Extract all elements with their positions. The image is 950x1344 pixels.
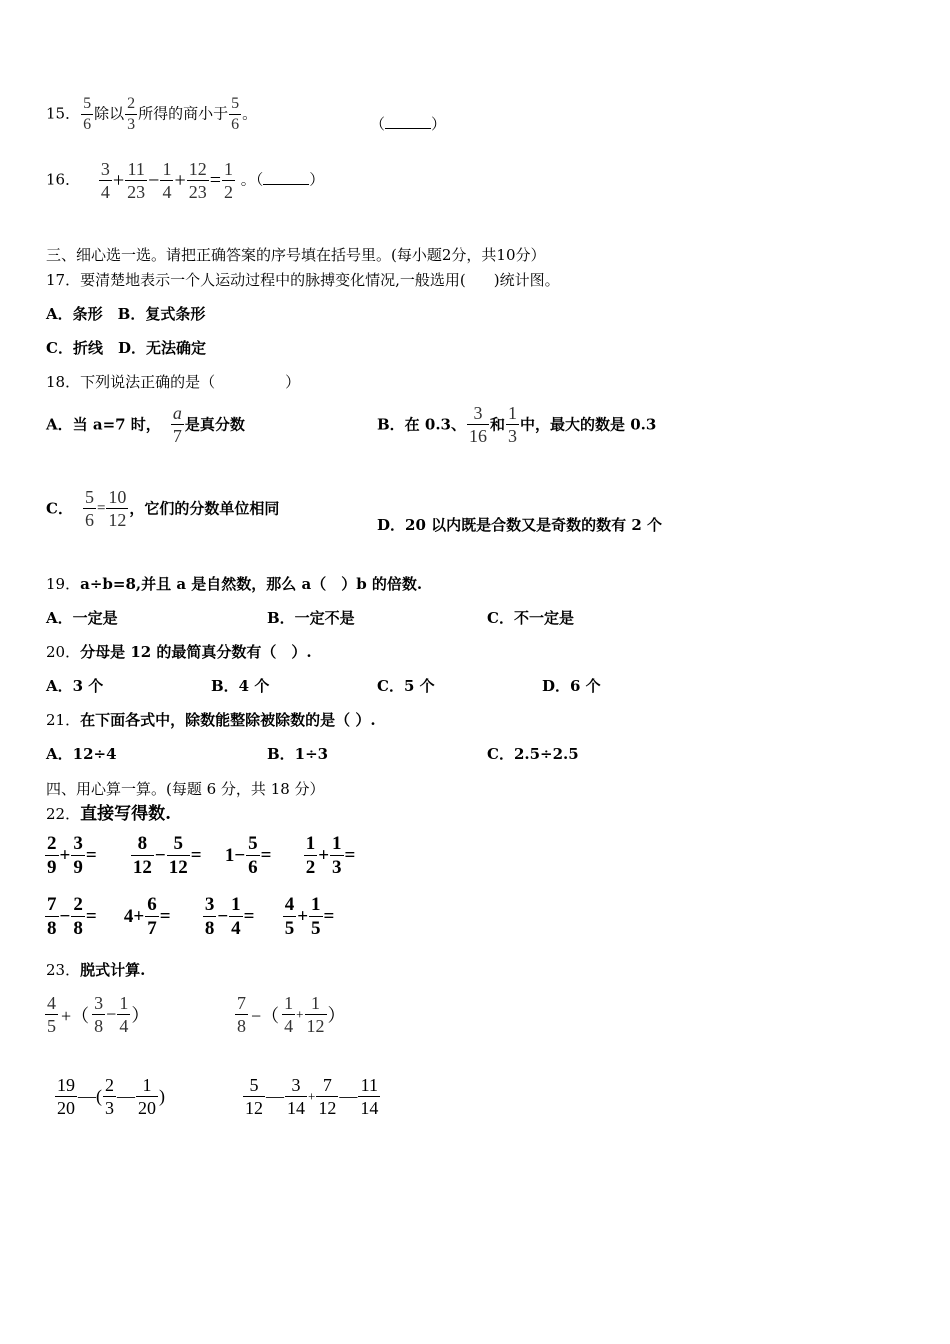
question-22: 22．直接写得数. — [46, 804, 172, 824]
fraction: $\frac{7}{8}$ — [237, 993, 246, 1036]
fraction: $\frac{5}{12}$ — [245, 1075, 263, 1118]
fraction: $\frac{5}{6}$ — [83, 95, 92, 133]
fraction: $\frac{8}{12}$ — [132, 833, 152, 878]
option-18-a: A．当 a=7 时， $\frac{a}{7}$ 是真分数 — [46, 403, 245, 446]
option-20-b: B．4 个 — [211, 677, 270, 695]
fraction: $\frac{3}{4}$ — [100, 159, 110, 202]
fraction: $\frac{1}{20}$ — [138, 1075, 156, 1118]
fraction: $\frac{2}{9}$ — [47, 833, 57, 878]
mental-math-row-1 — [44, 834, 355, 877]
fraction: $\frac{1}{12}$ — [306, 993, 325, 1036]
option-21-b: B．1÷3 — [267, 745, 329, 763]
fraction: $\frac{10}{12}$ — [108, 487, 127, 530]
fraction: $\frac{12}{23}$ — [188, 159, 207, 202]
option-20-d: D．6 个 — [542, 677, 601, 695]
fraction: $\frac{5}{6}$ — [231, 95, 240, 133]
expr-22-2: $\frac{8}{12}$ − $\frac{5}{12}$ = — [132, 833, 202, 878]
fraction: $\frac{1}{4}$ — [231, 894, 241, 939]
question-20: 20．分母是 12 的最简真分数有（ ）. — [46, 643, 312, 661]
question-23: 23．脱式计算. — [46, 961, 146, 979]
fraction: $\frac{4}{5}$ — [47, 993, 56, 1036]
expr-22-3: 1− $\frac{5}{6}$ = — [224, 833, 272, 878]
fraction: $\frac{3}{8}$ — [94, 993, 104, 1036]
fraction: $\frac{1}{3}$ — [332, 833, 342, 878]
fraction: $\frac{5}{6}$ — [84, 487, 94, 530]
fraction: $\frac{2}{8}$ — [73, 894, 83, 939]
option-18-b: B．在 0.3、 $\frac{3}{16}$ 和 $\frac{1}{3}$ 中，最大的数是 0.3 — [377, 403, 657, 446]
option-20-a: A．3 个 — [46, 677, 104, 695]
question-16: 16． $\frac{3}{4}$ + $\frac{11}{23}$ − $\frac{1}{4}$ + $\frac{12}{23}$ = $\frac{1}{2}$ 。（ ） — [46, 159, 325, 202]
fraction: $\frac{1}{4}$ — [119, 993, 129, 1036]
mental-math-row-2 — [44, 895, 334, 938]
section-heading-4: 四、用心算一算。(每题 6 分，共 18 分） — [46, 780, 325, 798]
expr-22-8: $\frac{4}{5}$ + $\frac{1}{5}$ = — [284, 894, 335, 939]
fraction: $\frac{7}{8}$ — [47, 894, 57, 939]
section-heading-3: 三、细心选一选。请把正确答案的序号填在括号里。(每小题2分，共10分） — [46, 246, 546, 264]
fraction: $\frac{1}{3}$ — [508, 403, 518, 446]
fraction: $\frac{5}{12}$ — [168, 833, 188, 878]
fraction: $\frac{5}{6}$ — [248, 833, 258, 878]
expr-22-5: $\frac{7}{8}$ − $\frac{2}{8}$ = — [47, 894, 97, 939]
fraction: $\frac{2}{3}$ — [105, 1075, 114, 1118]
question-18: 18．下列说法正确的是（ ） — [46, 373, 301, 391]
option-19-a: A．一定是 — [46, 609, 118, 627]
option-21-c: C．2.5÷2.5 — [487, 745, 579, 763]
fraction: $\frac{3}{9}$ — [73, 833, 83, 878]
expr-22-1: $\frac{2}{9}$ + $\frac{3}{9}$ = — [47, 833, 97, 878]
fraction: $\frac{1}{4}$ — [162, 159, 172, 202]
question-number: 15． — [46, 104, 81, 123]
fraction: $\frac{11}{23}$ — [127, 159, 146, 202]
options-17-ab: A．条形 B．复式条形 — [46, 305, 206, 323]
question-17: 17．要清楚地表示一个人运动过程中的脉搏变化情况,一般选用( )统计图。 — [46, 271, 560, 289]
options-17-cd: C．折线 D．无法确定 — [46, 339, 206, 357]
fraction: $\frac{7}{12}$ — [318, 1075, 337, 1118]
answer-blank-15[interactable]: （ ） — [370, 115, 447, 133]
expr-22-4: $\frac{1}{2}$ + $\frac{1}{3}$ = — [305, 833, 356, 878]
expr-22-7: $\frac{3}{8}$ − $\frac{1}{4}$ = — [204, 894, 255, 939]
option-20-c: C．5 个 — [377, 677, 435, 695]
expr-23-3: $\frac{19}{20}$ —( $\frac{2}{3}$ — $\frac{1}{20}$ ) — [57, 1075, 165, 1118]
expr-23-4: $\frac{5}{12}$ — $\frac{3}{14}$ + $\frac{7}{12}$ — $\frac{11}{14}$ — [245, 1075, 379, 1118]
fraction: $\frac{1}{5}$ — [311, 894, 321, 939]
fraction: $\frac{a}{7}$ — [172, 403, 182, 446]
fraction: $\frac{3}{16}$ — [469, 403, 487, 446]
fraction: $\frac{3}{14}$ — [287, 1075, 305, 1118]
option-19-b: B．一定不是 — [267, 609, 355, 627]
fraction: $\frac{1}{4}$ — [284, 993, 294, 1036]
option-18-c: C． $\frac{5}{6}$ = $\frac{10}{12}$ ，它们的分数单位相同 — [46, 487, 280, 530]
option-18-d: D．20 以内既是合数又是奇数的数有 2 个 — [377, 516, 662, 534]
question-21: 21．在下面各式中，除数能整除被除数的是（ ）. — [46, 711, 376, 729]
fraction: $\frac{11}{14}$ — [360, 1075, 379, 1118]
question-19: 19．a÷b=8,并且 a 是自然数，那么 a（ ）b 的倍数. — [46, 575, 423, 593]
fraction: $\frac{19}{20}$ — [57, 1075, 75, 1118]
expr-23-1: $\frac{4}{5}$ +（ $\frac{3}{8}$ − $\frac{1}{4}$ ） — [47, 993, 150, 1036]
fraction: $\frac{4}{5}$ — [284, 894, 295, 939]
fraction: $\frac{3}{8}$ — [204, 894, 215, 939]
question-number: 16． — [46, 170, 81, 189]
fraction: $\frac{2}{3}$ — [127, 95, 136, 133]
option-19-c: C．不一定是 — [487, 609, 574, 627]
answer-blank-16[interactable] — [263, 170, 309, 185]
fraction: $\frac{1}{2}$ — [224, 159, 233, 202]
option-21-a: A．12÷4 — [46, 745, 117, 763]
expr-23-2: $\frac{7}{8}$ −（ $\frac{1}{4}$ + $\frac{1}{12}$ ） — [237, 993, 346, 1036]
fraction: $\frac{6}{7}$ — [147, 894, 157, 939]
fraction: $\frac{1}{2}$ — [305, 833, 316, 878]
expr-22-6: 4+ $\frac{6}{7}$ = — [123, 894, 171, 939]
question-15: 15． $\frac{5}{6}$ 除以 $\frac{2}{3}$ 所得的商小于 $\frac{5}{6}$ 。 — [46, 95, 258, 133]
